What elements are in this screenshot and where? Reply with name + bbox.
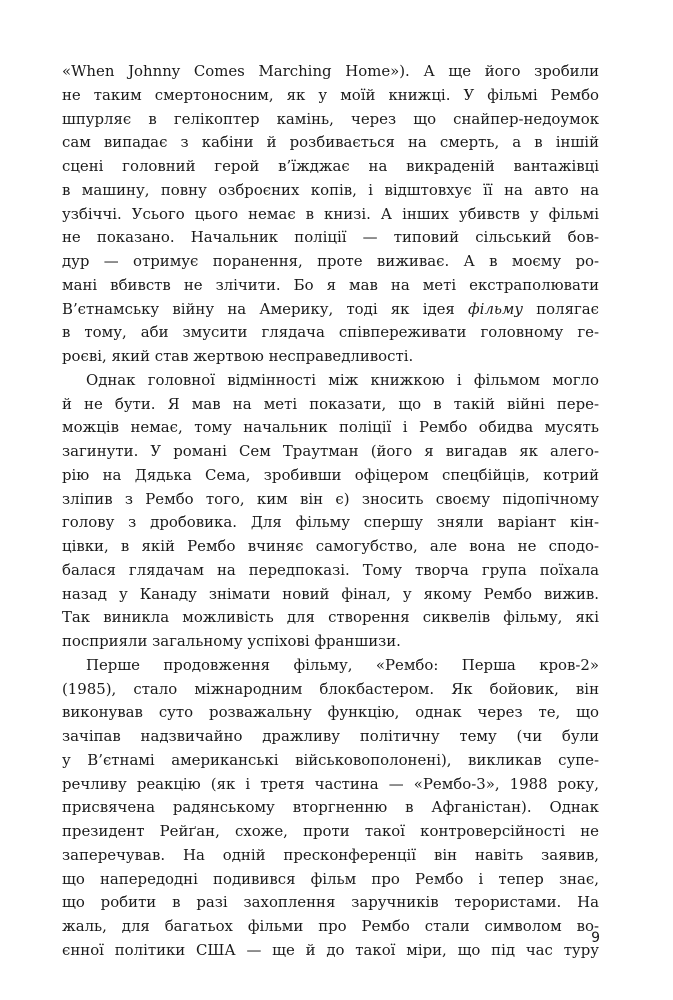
body-text: [62, 60, 599, 963]
text-line: роєві, який став жертвою несправедливості.: [62, 347, 414, 365]
text-line: присвячена радянському вторгненню в Афганістан). Однак: [62, 798, 599, 817]
text-line: й не бути. Я мав на меті показати, що в такій війні пере-: [62, 394, 599, 413]
text-line: можців немає, тому начальник поліції і Рембо обидва мусять: [62, 418, 599, 437]
text-line: зліпив з Рембо того, ким він є) зносить своєму підопічному: [62, 489, 599, 508]
text-line: що робити в разі захоплення заручників терористами. На: [62, 893, 599, 912]
text-line: заперечував. На одній пресконференції він навіть заявив,: [62, 845, 599, 864]
text-line: голову з дробовика. Для фільму спершу зняли варіант кін-: [62, 513, 599, 532]
paragraph-first-line: Однак головної відмінності між книжкою і фільмом могло: [86, 370, 599, 389]
text-line: виконував суто розважальну функцію, однак через те, що: [62, 703, 599, 722]
text-line: цівки, в якій Рембо вчиняє самогубство, але вона не сподо-: [62, 537, 599, 555]
text-line: у В’єтнамі американські військовополонені), викликав супе-: [62, 750, 599, 769]
text-line: в тому, аби змусити глядача співпереживати головному ге-: [62, 323, 599, 342]
text-line: [62, 298, 599, 322]
text-line: дур — отримує поранення, проте виживає. А в моєму ро-: [62, 252, 599, 270]
text-line: загинути. У романі Сем Траутман (його я вигадав як алего-: [62, 442, 599, 460]
text-line: (1985), стало міжнародним блокбастером. Як бойовик, він: [62, 679, 599, 698]
text-line: не показано. Начальник поліції — типовий сільський бов-: [62, 228, 599, 247]
text-line: «When Johnny Comes Marching Home»). А ще його зробили: [62, 62, 599, 80]
text-line: в машину, повну озброєних копів, і відштовхує її на авто на: [62, 180, 599, 199]
page-number: 9: [591, 930, 600, 946]
paragraph-first-line: Перше продовження фільму, «Рембо: Перша кров-2»: [86, 655, 599, 674]
text-line: Так виникла можливість для створення сиквелів фільму, які: [62, 608, 599, 627]
text-line: не таким смертоносним, як у моїй книжці. У фільмі Рембо: [62, 85, 599, 104]
text-line: речливу реакцію (як і третя частина — «Рембо-3», 1988 року,: [62, 774, 599, 793]
text-line: зачіпав надзвичайно дражливу політичну тему (чи були: [62, 727, 599, 745]
text-run: В’єтнамську війну на Америку, тоді як ідея: [62, 299, 469, 318]
text-line: єнної політики США — ще й до такої міри, що під час туру: [62, 940, 599, 959]
text-line: узбіччі. Усього цього немає в книзі. А інших убивств у фільмі: [62, 204, 599, 223]
text-line: що напередодні подивився фільм про Рембо і тепер знає,: [62, 869, 599, 888]
text-line: шпурляє в гелікоптер камінь, через що снайпер-недоумок: [62, 109, 599, 128]
text-line: назад у Канаду знімати новий фінал, у якому Рембо вижив.: [62, 584, 599, 603]
text-line: посприяли загальному успіхові франшизи.: [62, 632, 401, 650]
text-run: полягає: [523, 299, 599, 318]
text-line: мані вбивств не злічити. Бо я мав на меті екстраполювати: [62, 275, 599, 294]
text-line: рію на Дядька Сема, зробивши офіцером спецбійців, котрий: [62, 465, 599, 484]
text-line: президент Рейґан, схоже, проти такої контроверсійності не: [62, 822, 599, 840]
text-line: жаль, для багатьох фільми про Рембо стали символом во-: [62, 917, 599, 935]
text-line: балася глядачам на передпоказі. Тому творча група поїхала: [62, 560, 599, 579]
text-line: сам випадає з кабіни й розбивається на смерть, а в іншій: [62, 133, 599, 152]
italic-word: фільму: [468, 299, 524, 318]
text-line: сцені головний герой в’їжджає на викраденій вантажівці: [62, 157, 599, 175]
